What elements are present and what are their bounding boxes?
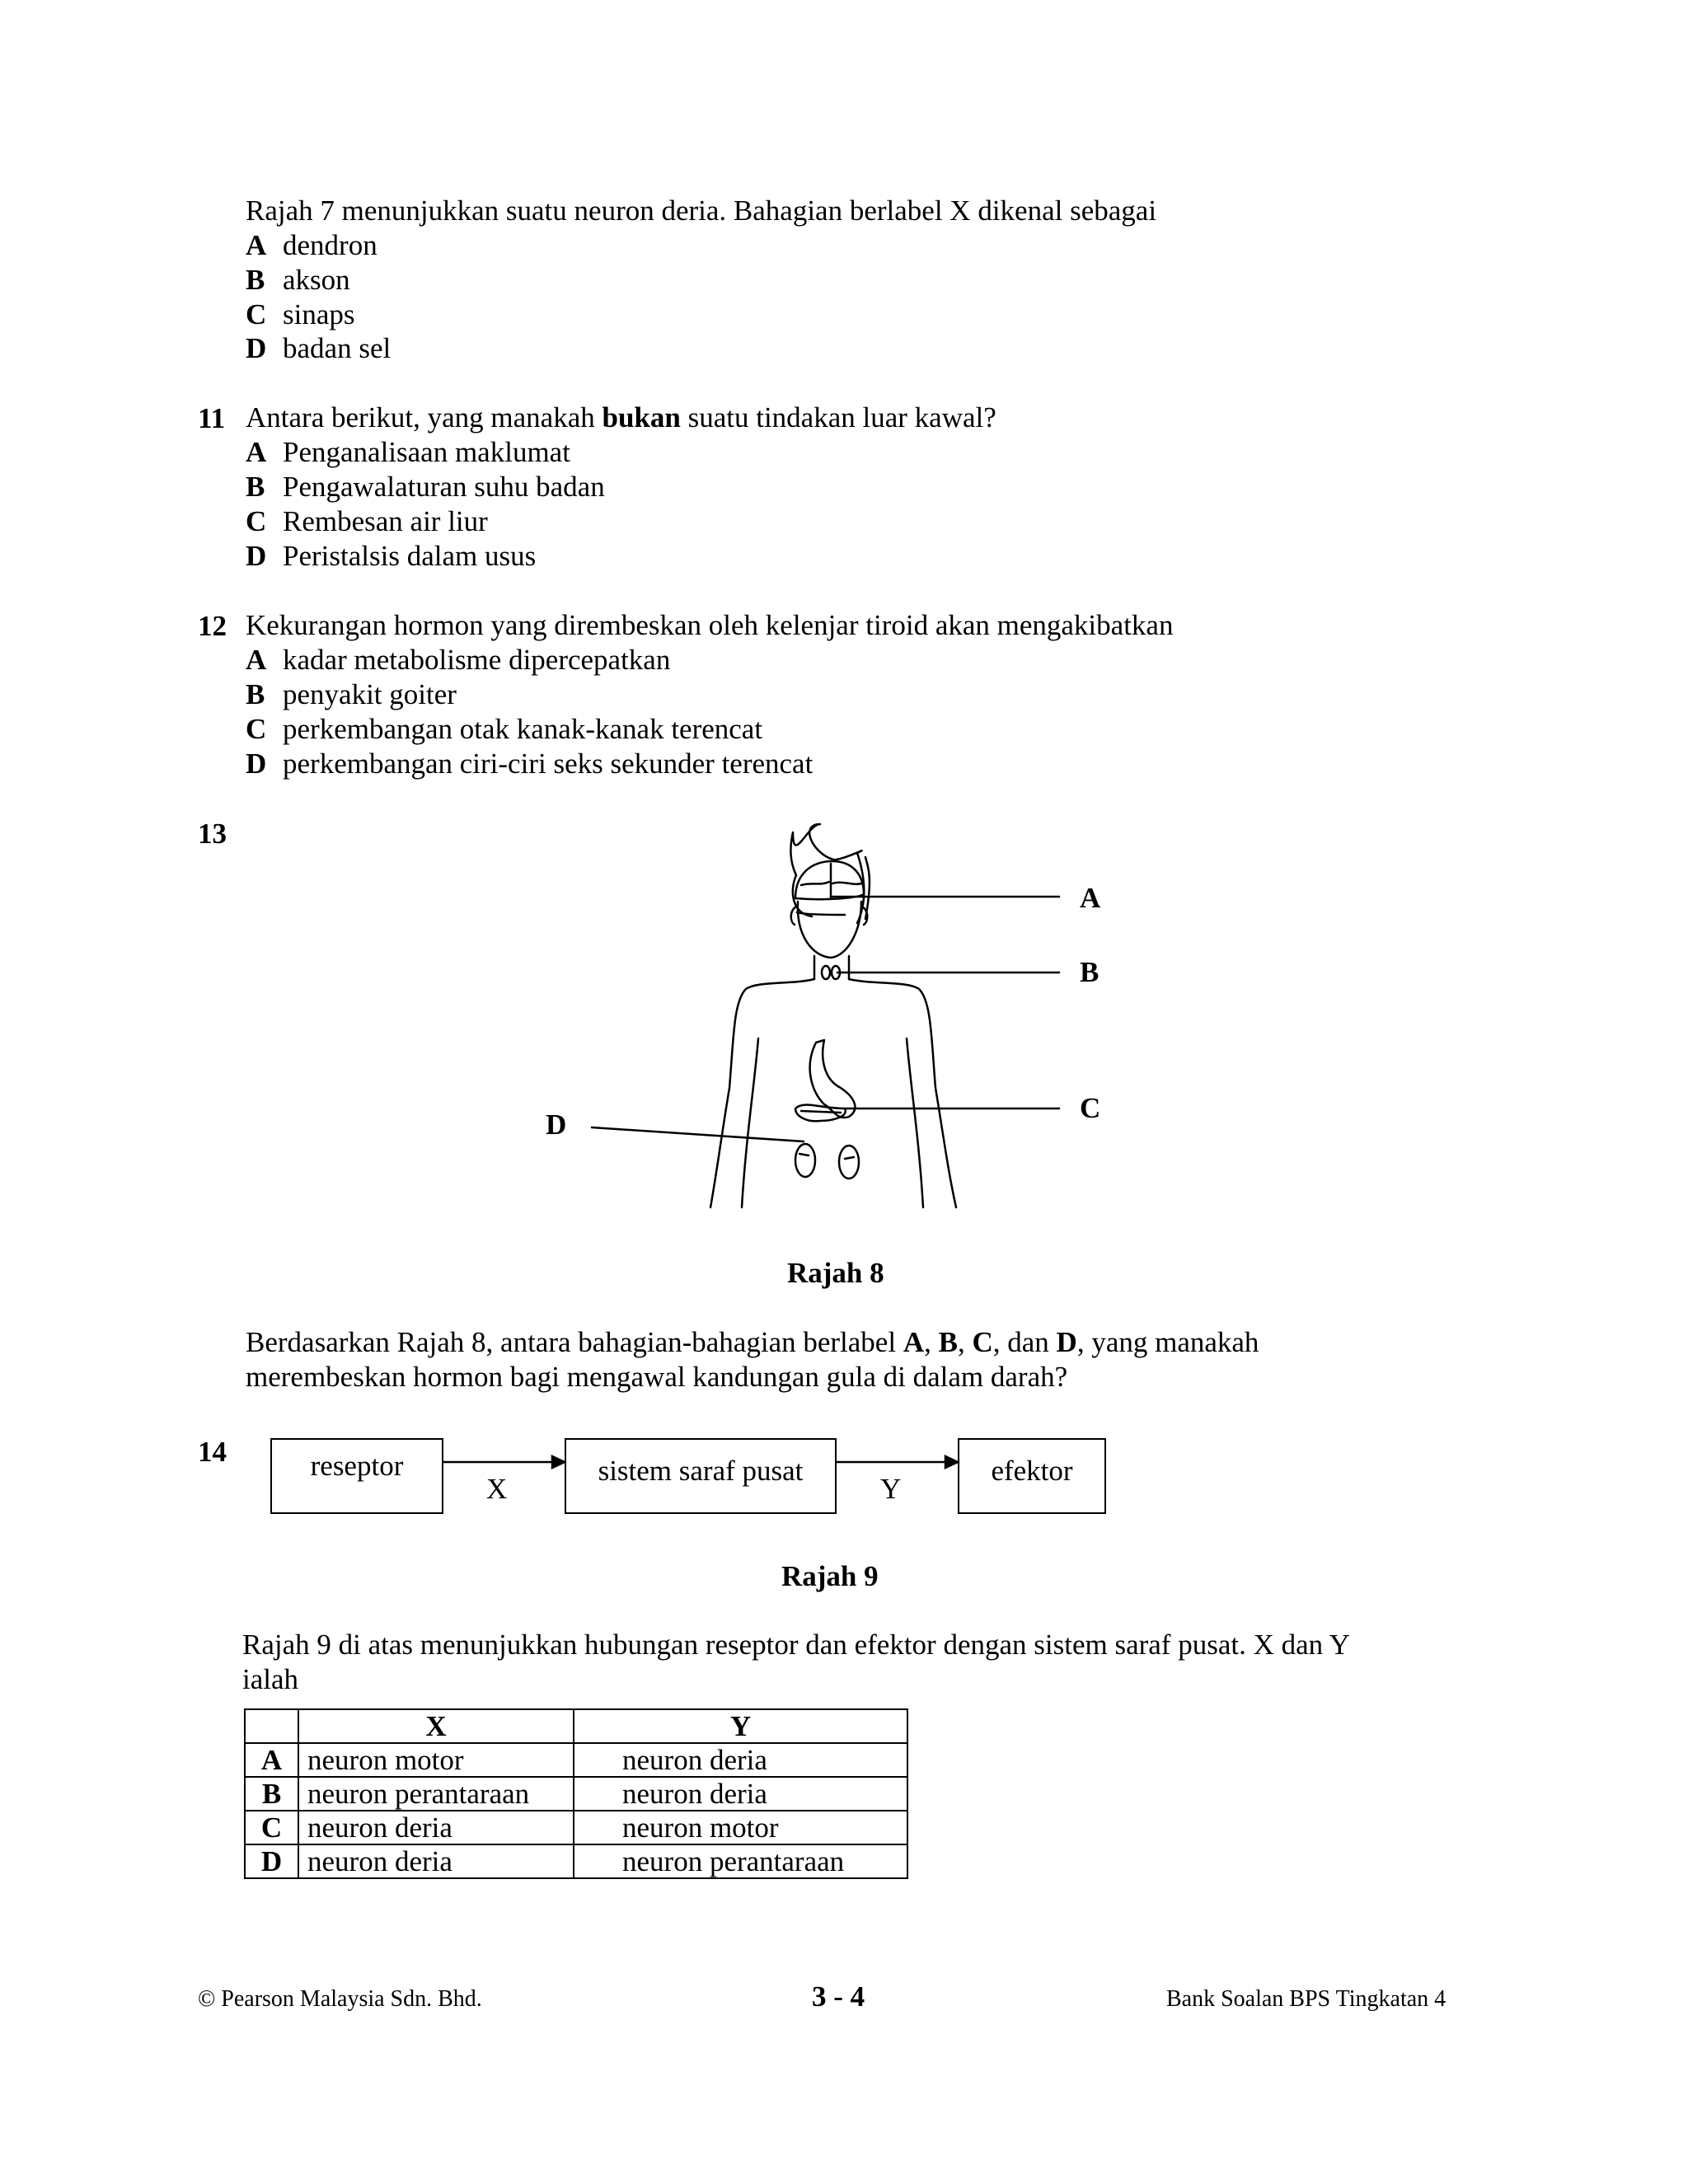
q10-option-c: C sinaps [246, 298, 355, 330]
table-header-empty [245, 1709, 298, 1743]
footer-copyright: © Pearson Malaysia Sdn. Bhd. [198, 1986, 482, 2012]
box-sistem-saraf-pusat: sistem saraf pusat [565, 1438, 837, 1514]
q10-option-a: A dendron [246, 229, 377, 261]
table-header-y: Y [574, 1709, 907, 1743]
q12-option-b: B penyakit goiter [246, 678, 457, 710]
table-row [245, 1777, 907, 1811]
answer-table [244, 1708, 908, 1879]
q10-option-d: D badan sel [246, 332, 392, 364]
q10-stem: Rajah 7 menunjukkan suatu neuron deria. Bahagian berlabel X dikenal sebagai [246, 194, 1157, 227]
arrow-label-y: Y [880, 1473, 902, 1505]
q10-option-b: B akson [246, 264, 350, 296]
row-key: D [245, 1844, 298, 1878]
q12-stem: Kekurangan hormon yang dirembeskan oleh kelenjar tiroid akan mengakibatkan [246, 609, 1174, 641]
label-b: B [1080, 956, 1100, 988]
footer-book-title: Bank Soalan BPS Tingkatan 4 [1166, 1986, 1447, 2012]
q11-option-d: D Peristalsis dalam usus [246, 540, 537, 572]
q12-number: 12 [198, 610, 227, 642]
q12-option-c: C perkembangan otak kanak-kanak terencat [246, 713, 763, 745]
q11-option-c: C Rembesan air liur [246, 505, 488, 537]
q13-stem-line2: merembeskan hormon bagi mengawal kandungan gula di dalam darah? [246, 1361, 1068, 1393]
label-a: A [1080, 882, 1101, 914]
box-efektor: efektor [958, 1438, 1106, 1514]
row-y: neuron deria [574, 1743, 907, 1777]
footer-page-number: 3 - 4 [812, 1980, 865, 2013]
label-d: D [546, 1108, 567, 1141]
table-row [245, 1743, 907, 1777]
rajah-9-caption: Rajah 9 [781, 1560, 879, 1592]
q12-option-a: A kadar metabolisme dipercepatkan [246, 644, 671, 676]
q11-option-b: B Pengawalaturan suhu badan [246, 471, 605, 503]
q11-number: 11 [198, 402, 226, 434]
table-row [245, 1844, 907, 1878]
q14-number: 14 [198, 1436, 227, 1468]
q11-option-a: A Penganalisaan maklumat [246, 436, 570, 468]
q12-option-d: D perkembangan ciri-ciri seks sekunder terencat [246, 748, 814, 780]
arrow-label-x: X [486, 1473, 508, 1505]
q11-stem: Antara berikut, yang manakah bukan suatu tindakan luar kawal? [246, 401, 996, 434]
row-y: neuron deria [574, 1777, 907, 1811]
q14-stem-line1: Rajah 9 di atas menunjukkan hubungan reseptor dan efektor dengan sistem saraf pusat. X dan Y [242, 1629, 1350, 1661]
row-x: neuron perantaraan [298, 1777, 574, 1811]
row-x: neuron deria [298, 1844, 574, 1878]
table-row [245, 1811, 907, 1844]
q13-number: 13 [198, 818, 227, 850]
row-key: B [245, 1777, 298, 1811]
box-reseptor: reseptor [270, 1438, 443, 1514]
q14-stem-line2: ialah [242, 1663, 299, 1695]
label-c: C [1080, 1092, 1101, 1124]
row-y: neuron perantaraan [574, 1844, 907, 1878]
q13-stem-line1: Berdasarkan Rajah 8, antara bahagian-bahagian berlabel A, B, C, dan D, yang manakah [246, 1326, 1259, 1358]
row-key: C [245, 1811, 298, 1844]
row-key: A [245, 1743, 298, 1777]
row-x: neuron motor [298, 1743, 574, 1777]
rajah-8-caption: Rajah 8 [787, 1257, 884, 1289]
row-x: neuron deria [298, 1811, 574, 1844]
table-header-row [245, 1709, 907, 1743]
row-y: neuron motor [574, 1811, 907, 1844]
table-header-x: X [298, 1709, 574, 1743]
